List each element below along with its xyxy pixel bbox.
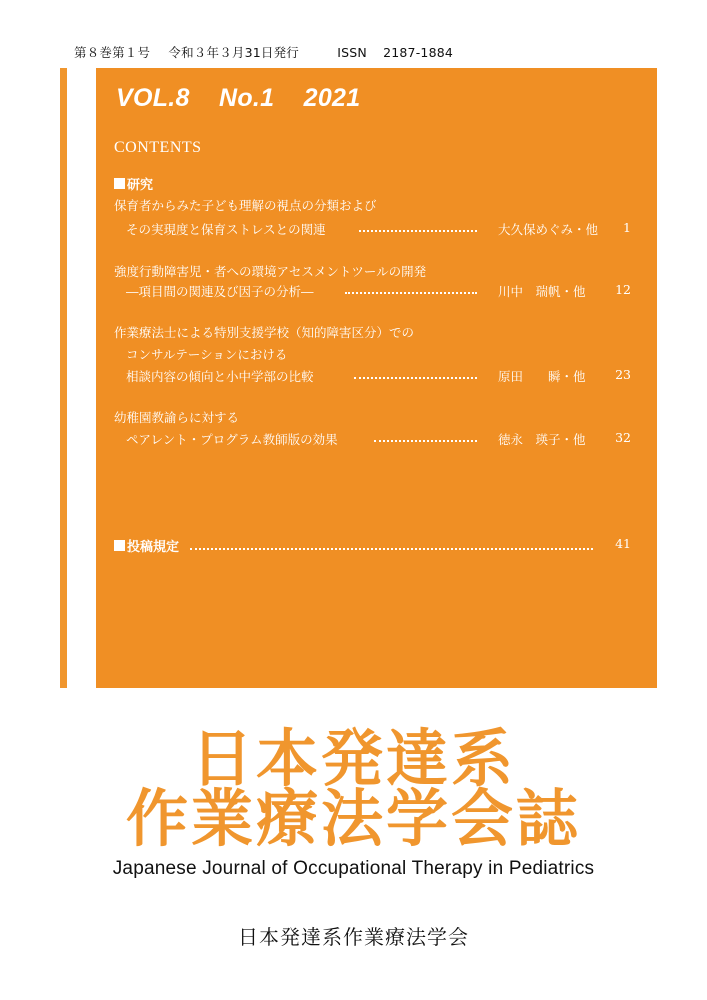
contents-panel (96, 68, 657, 688)
article-3-title-line-3: 相談内容の傾向と小中学部の比較 (126, 369, 314, 384)
contents-heading: CONTENTS (114, 139, 202, 156)
article-4-page: 32 (615, 430, 631, 445)
section-research-label: 研究 (127, 178, 154, 193)
article-2-author: 川中 瑞帆・他 (498, 284, 586, 299)
article-1-author: 大久保めぐみ・他 (498, 222, 599, 237)
article-4-leader-dots (374, 440, 477, 442)
square-bullet-icon (114, 178, 125, 189)
volume-label: VOL.8 (116, 84, 190, 112)
article-3-leader-dots (354, 377, 477, 379)
article-2-page: 12 (615, 282, 631, 297)
article-3-page: 23 (615, 367, 631, 382)
journal-title-line-2: 作業療法学会誌 (125, 782, 581, 855)
section-research-heading (114, 174, 153, 193)
journal-title-english: Japanese Journal of Occupational Therapy in Pediatrics (112, 858, 595, 879)
guidelines-leader-dots (190, 548, 593, 550)
square-bullet-icon (114, 540, 125, 551)
article-1-title-line-1: 保育者からみた子ども理解の視点の分類および (114, 198, 377, 213)
volume-heading (116, 84, 382, 113)
article-4-title-line-1: 幼稚園教諭らに対する (114, 410, 240, 425)
issue-number: 第８巻第１号 (74, 45, 151, 60)
year-label: 2021 (303, 84, 361, 112)
issue-info (74, 43, 467, 61)
section-guidelines-label: 投稿規定 (127, 540, 180, 555)
article-2-title-line-1: 強度行動障害児・者への環境アセスメントツールの開発 (114, 264, 427, 279)
issn-number: 2187-1884 (383, 45, 454, 60)
article-4-author: 徳永 瑛子・他 (498, 432, 586, 447)
article-4-title-line-2: ペアレント・プログラム教師版の効果 (126, 432, 338, 447)
article-2-leader-dots (345, 292, 477, 294)
publisher-name: 日本発達系作業療法学会 (238, 925, 469, 949)
publication-date: 令和３年３月31日発行 (168, 45, 299, 60)
article-1-leader-dots (359, 230, 477, 232)
article-1-title-line-2: その実現度と保育ストレスとの関連 (126, 222, 326, 237)
article-3-author: 原田 瞬・他 (498, 369, 586, 384)
guidelines-page: 41 (615, 536, 631, 551)
section-guidelines-heading (114, 536, 179, 555)
issn-label: ISSN (337, 45, 367, 60)
article-3-title-line-1: 作業療法士による特別支援学校（知的障害区分）での (114, 325, 415, 340)
journal-title-line-1: 日本発達系 (190, 722, 516, 795)
decorative-stripe (60, 68, 67, 688)
number-label: No.1 (219, 84, 275, 112)
article-1-page: 1 (623, 220, 631, 235)
article-3-title-line-2: コンサルテーションにおける (126, 347, 288, 362)
article-2-title-line-2: ―項目間の関連及び因子の分析― (126, 284, 314, 299)
